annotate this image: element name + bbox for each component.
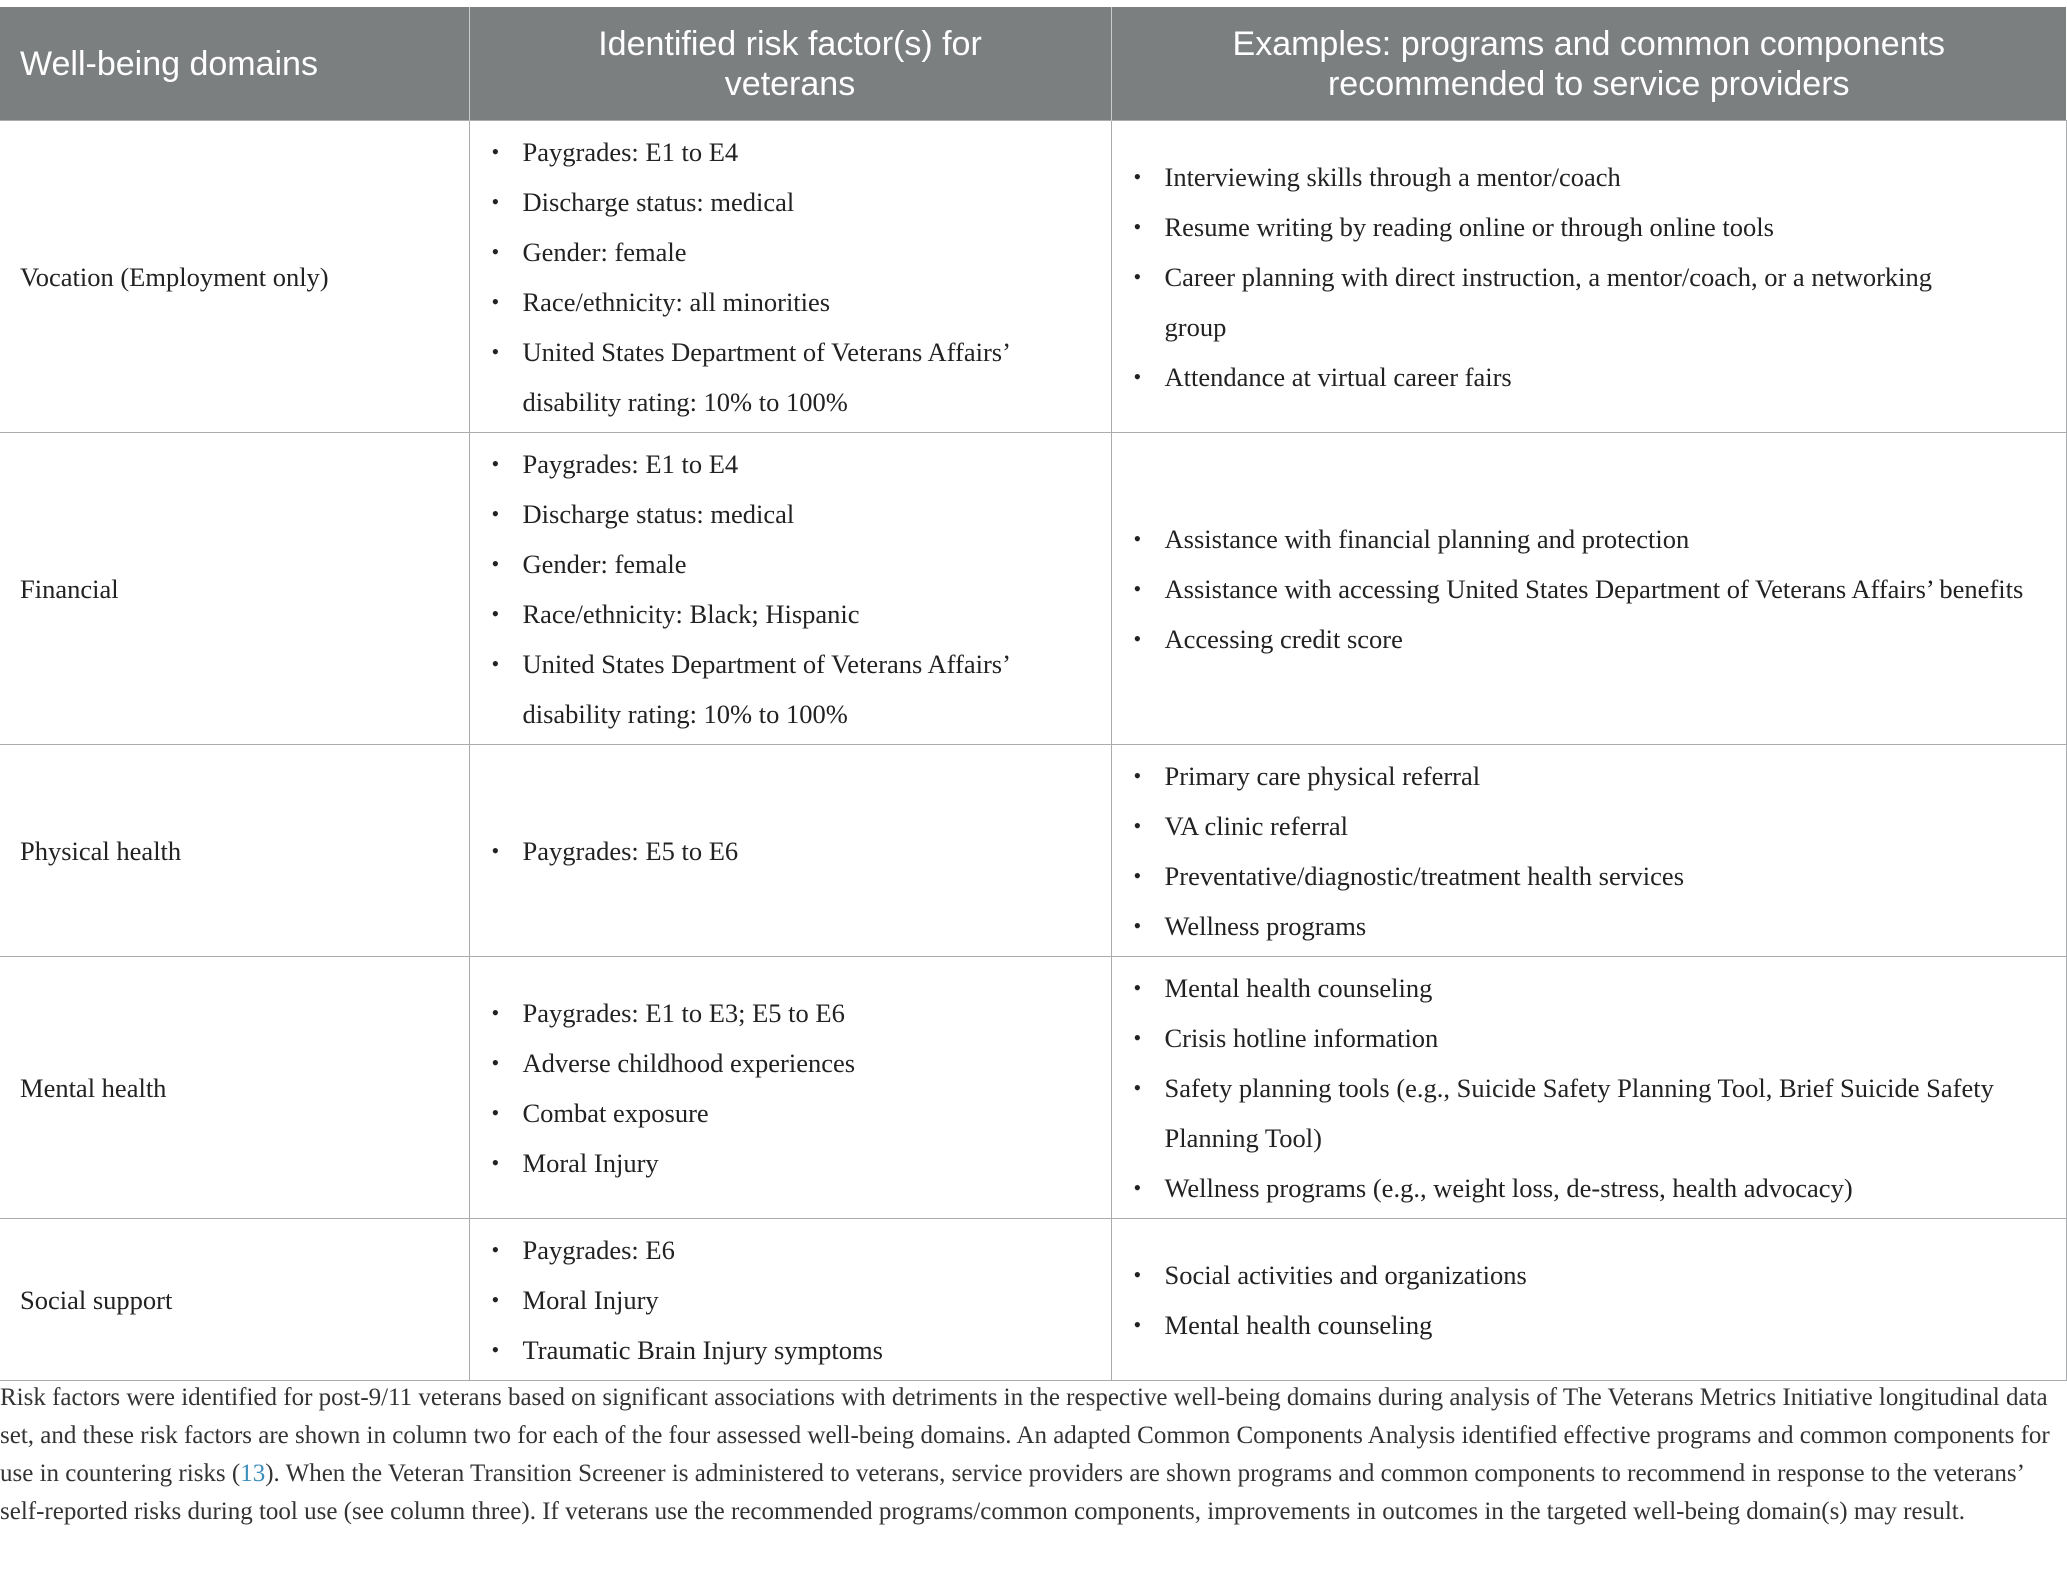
program-item: • Assistance with financial planning and protection xyxy=(1112,514,2046,564)
table-footnote xyxy=(0,1379,2060,1531)
domain-cell: Vocation (Employment only) xyxy=(0,121,469,433)
risk-factor-item: • Combat exposure xyxy=(470,1088,1111,1138)
program-item: • Primary care physical referral xyxy=(1112,751,2066,801)
programs-cell xyxy=(1111,957,2066,1219)
program-item: • Preventative/diagnostic/treatment health services xyxy=(1112,851,2066,901)
program-item: • Career planning with direct instruction, a mentor/coach, or a networking group xyxy=(1112,252,1966,352)
domain-cell: Mental health xyxy=(0,957,469,1219)
header-well-being-domains: Well-being domains xyxy=(0,7,469,121)
table-row-physical-health xyxy=(0,745,2066,957)
program-item: • Crisis hotline information xyxy=(1112,1013,2056,1063)
program-item: • Mental health counseling xyxy=(1112,963,2056,1013)
program-item: • Resume writing by reading online or through online tools xyxy=(1112,202,1966,252)
programs-cell xyxy=(1111,121,2066,433)
programs-cell xyxy=(1111,433,2066,745)
header-risk-factors-label: Identified risk factor(s) for veterans xyxy=(598,24,982,103)
table-row-mental-health xyxy=(0,957,2066,1219)
domain-cell: Social support xyxy=(0,1219,469,1381)
program-item: • Social activities and organizations xyxy=(1112,1250,2066,1300)
header-programs xyxy=(1111,7,2066,121)
footnote-text-before: Risk factors were identified for post-9/11 veterans based on significant associations with detriments in the respective well-being domains during analysis of The Veterans Metrics Initiative longitudinal data set, and these risk factors are shown in column two for each of the four assessed well-being domains. An adapted Common Components Analysis identified effective programs and common components for use in countering risks ( xyxy=(0,1384,2050,1487)
risk-factor-item: • Paygrades: E1 to E4 xyxy=(470,439,1081,489)
risk-factors-cell xyxy=(469,1219,1111,1381)
risk-factor-item: • Discharge status: medical xyxy=(470,489,1081,539)
risk-factor-item: • Paygrades: E6 xyxy=(470,1225,1111,1275)
program-item: • Accessing credit score xyxy=(1112,614,2046,664)
program-item: • Assistance with accessing United States Department of Veterans Affairs’ benefits xyxy=(1112,564,2046,614)
program-item: • Interviewing skills through a mentor/coach xyxy=(1112,152,1966,202)
risk-factor-item: • Gender: female xyxy=(470,227,1081,277)
program-item: • VA clinic referral xyxy=(1112,801,2066,851)
program-item: • Mental health counseling xyxy=(1112,1300,2066,1350)
risk-factor-item: • United States Department of Veterans Affairs’ disability rating: 10% to 100% xyxy=(470,327,1081,427)
risk-factors-table xyxy=(0,7,2067,1381)
risk-factor-item: • Traumatic Brain Injury symptoms xyxy=(470,1325,1111,1375)
risk-factor-item: • Race/ethnicity: Black; Hispanic xyxy=(470,589,1081,639)
program-item: • Safety planning tools (e.g., Suicide Safety Planning Tool, Brief Suicide Safety Planning Tool) xyxy=(1112,1063,2056,1163)
programs-cell xyxy=(1111,1219,2066,1381)
risk-factor-item: • Paygrades: E1 to E3; E5 to E6 xyxy=(470,988,1111,1038)
risk-factor-item: • Paygrades: E5 to E6 xyxy=(470,826,1111,876)
risk-factors-cell xyxy=(469,121,1111,433)
header-risk-factors xyxy=(469,7,1111,121)
table-row-social-support xyxy=(0,1219,2066,1381)
risk-factor-item: • Moral Injury xyxy=(470,1275,1111,1325)
risk-factors-cell xyxy=(469,745,1111,957)
program-item: • Wellness programs (e.g., weight loss, de-stress, health advocacy) xyxy=(1112,1163,2056,1213)
table-header-row xyxy=(0,7,2066,121)
risk-factor-item: • Discharge status: medical xyxy=(470,177,1081,227)
risk-factor-item: • Moral Injury xyxy=(470,1138,1111,1188)
footnote-text-after: ). When the Veteran Transition Screener is administered to veterans, service providers are shown programs and common components to recommend in response to the veterans’ self-reported risks during tool use (see column three). If veterans use the recommended programs/common components, improvements in outcomes in the targeted well-being domain(s) may result. xyxy=(0,1460,2024,1525)
risk-factor-item: • Gender: female xyxy=(470,539,1081,589)
programs-cell xyxy=(1111,745,2066,957)
header-programs-label: Examples: programs and common components recommended to service providers xyxy=(1232,24,1945,103)
risk-factor-item: • Paygrades: E1 to E4 xyxy=(470,127,1081,177)
risk-factors-cell xyxy=(469,957,1111,1219)
domain-cell: Financial xyxy=(0,433,469,745)
risk-factor-item: • United States Department of Veterans Affairs’ disability rating: 10% to 100% xyxy=(470,639,1081,739)
risk-factors-cell xyxy=(469,433,1111,745)
program-item: • Wellness programs xyxy=(1112,901,2066,951)
risk-factor-item: • Race/ethnicity: all minorities xyxy=(470,277,1081,327)
program-item: • Attendance at virtual career fairs xyxy=(1112,352,1966,402)
table-container xyxy=(0,7,2067,1381)
reference-link[interactable]: 13 xyxy=(240,1460,266,1487)
risk-factor-item: • Adverse childhood experiences xyxy=(470,1038,1111,1088)
domain-cell: Physical health xyxy=(0,745,469,957)
table-row-financial xyxy=(0,433,2066,745)
table-row-vocation xyxy=(0,121,2066,433)
